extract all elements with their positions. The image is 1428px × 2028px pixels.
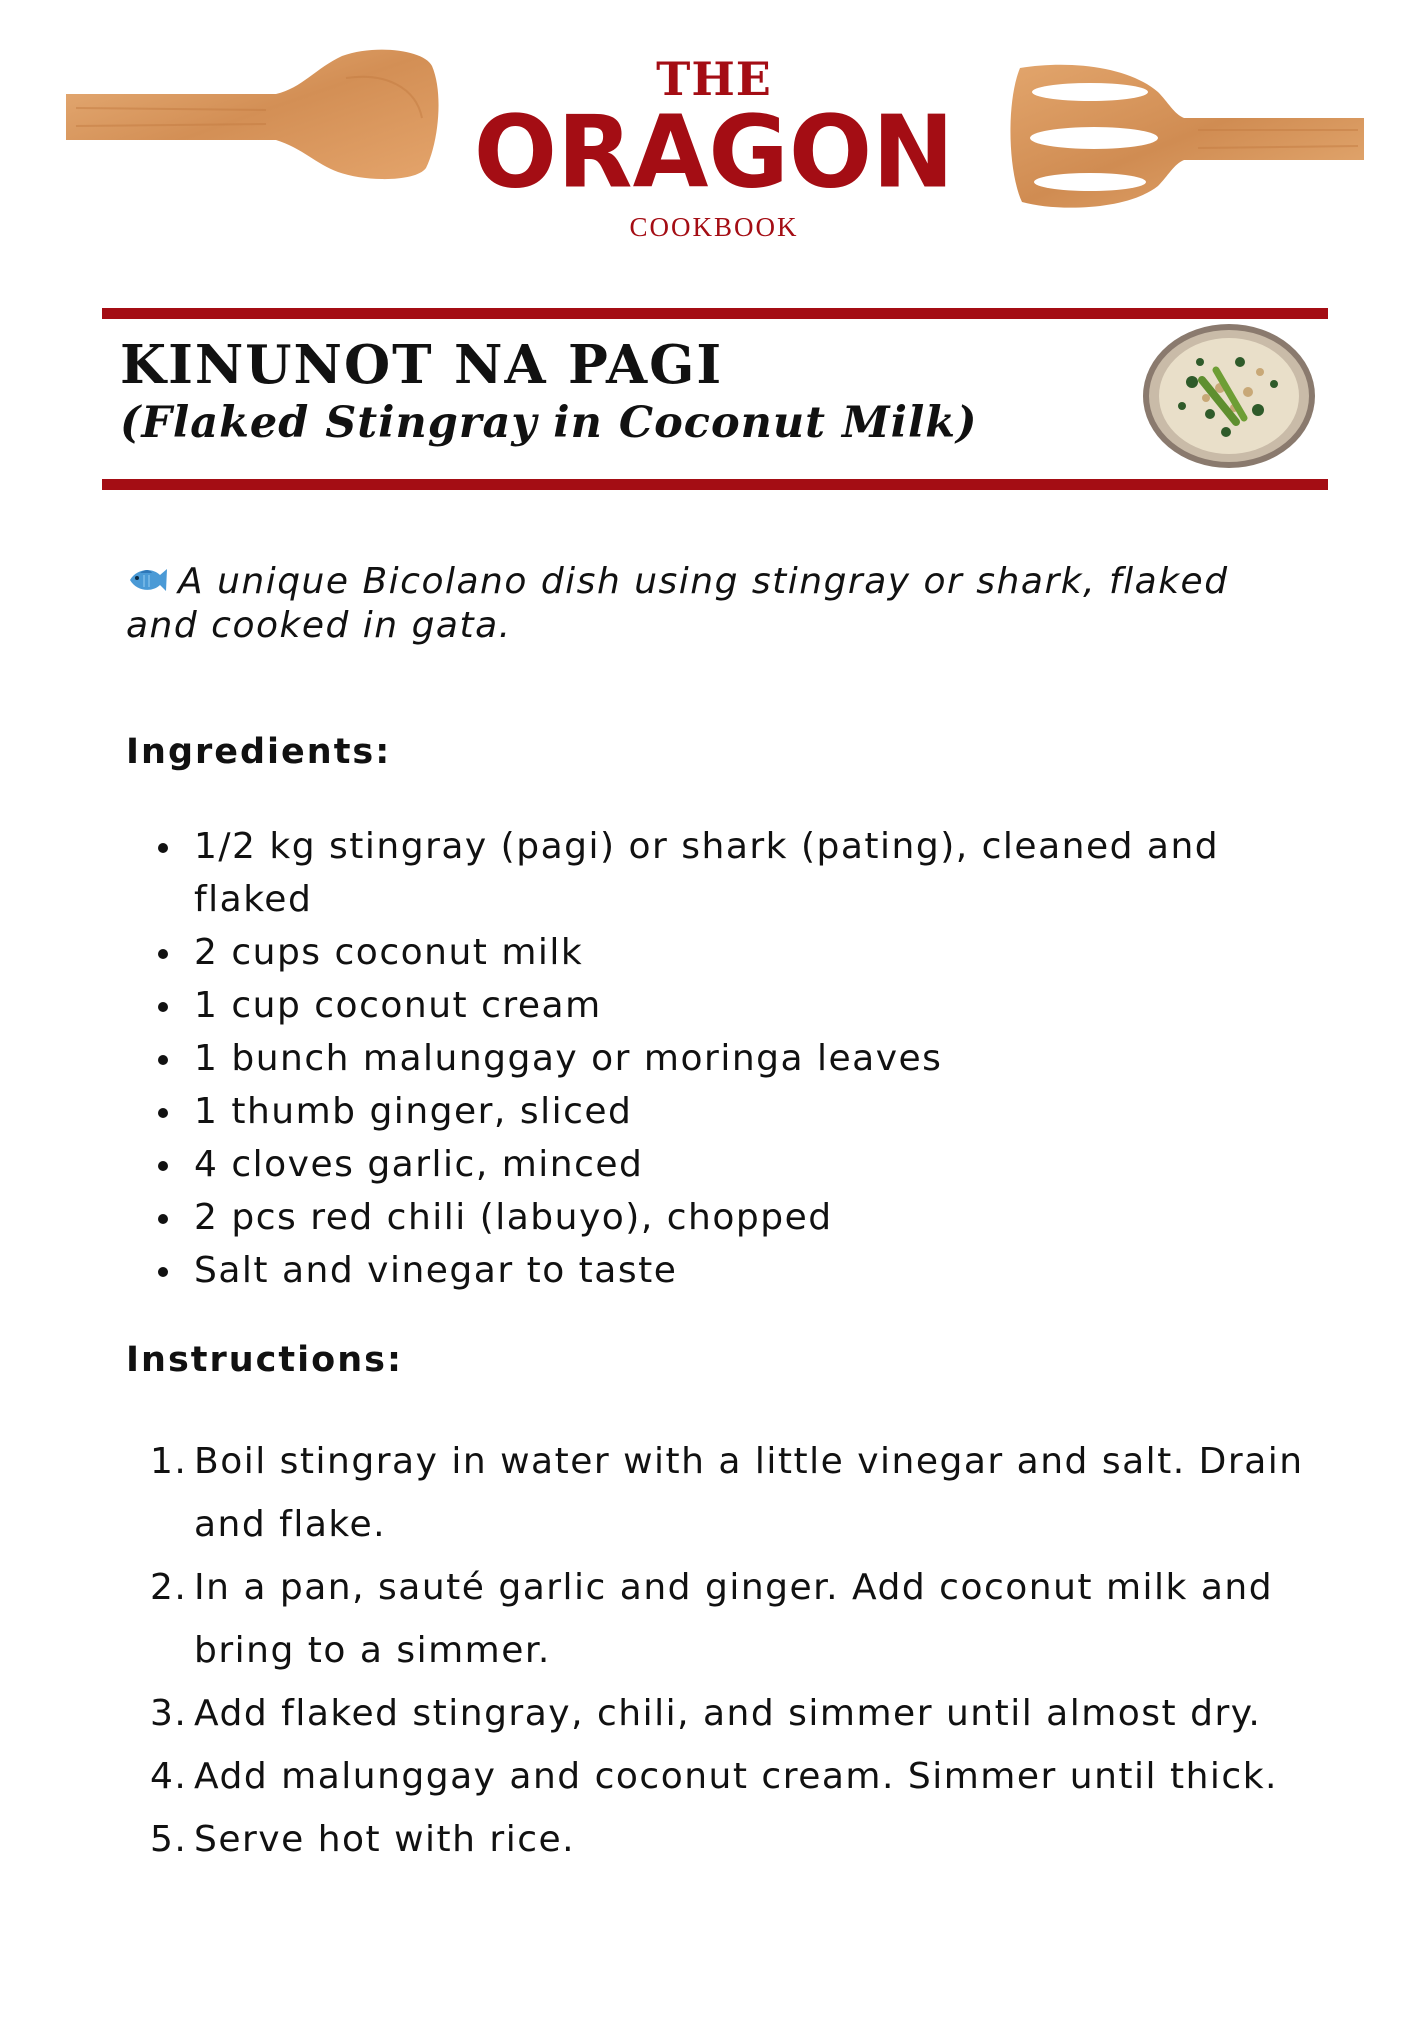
fish-icon <box>126 565 168 595</box>
recipe-intro <box>126 560 1306 648</box>
step-number: 4. <box>150 1756 188 1797</box>
ingredient-text: 1 cup coconut cream <box>194 985 602 1026</box>
title-rule-bottom <box>102 479 1328 490</box>
title-rule-top <box>102 308 1328 319</box>
step-number: 3. <box>150 1693 188 1734</box>
list-item <box>126 1191 1276 1244</box>
bullet <box>158 1002 168 1012</box>
recipe-subtitle: (Flaked Stingray in Coconut Milk) <box>120 398 978 448</box>
list-item <box>126 1556 1326 1682</box>
bullet <box>158 1161 168 1171</box>
logo-cookbook: COOKBOOK <box>629 212 799 242</box>
step-number: 1. <box>150 1441 188 1482</box>
step-text: Boil stingray in water with a little vinegar and salt. Drain and flake. <box>194 1441 1304 1545</box>
step-number: 2. <box>150 1567 188 1608</box>
bullet <box>158 949 168 959</box>
ingredient-text: 1/2 kg stingray (pagi) or shark (pating), cleaned and flaked <box>194 826 1220 920</box>
step-text: Add malunggay and coconut cream. Simmer until thick. <box>194 1756 1278 1797</box>
ingredient-text: Salt and vinegar to taste <box>194 1250 678 1291</box>
instructions-heading: Instructions: <box>126 1340 403 1380</box>
intro-text: A unique Bicolano dish using stingray or shark, flaked and cooked in gata. <box>126 561 1229 646</box>
ingredient-text: 1 thumb ginger, sliced <box>194 1091 633 1132</box>
ingredient-text: 2 cups coconut milk <box>194 932 584 973</box>
list-item <box>126 1682 1326 1745</box>
ingredient-text: 1 bunch malunggay or moringa leaves <box>194 1038 943 1079</box>
list-item <box>126 1808 1326 1871</box>
list-item <box>126 926 1276 979</box>
bullet <box>158 1055 168 1065</box>
step-number: 5. <box>150 1819 188 1860</box>
dish-photo <box>1140 322 1318 470</box>
step-text: Add flaked stingray, chili, and simmer until almost dry. <box>194 1693 1262 1734</box>
ingredients-heading: Ingredients: <box>126 732 392 772</box>
list-item <box>126 1138 1276 1191</box>
list-item <box>126 1244 1276 1297</box>
list-item <box>126 1745 1326 1808</box>
instructions-list <box>126 1430 1326 1871</box>
ingredients-list <box>126 820 1276 1297</box>
logo-the: THE <box>656 52 772 106</box>
ingredient-text: 2 pcs red chili (labuyo), chopped <box>194 1197 833 1238</box>
ingredient-text: 4 cloves garlic, minced <box>194 1144 644 1185</box>
step-text: In a pan, sauté garlic and ginger. Add coconut milk and bring to a simmer. <box>194 1567 1274 1671</box>
bullet <box>158 843 168 853</box>
list-item <box>126 820 1276 926</box>
bullet <box>158 1267 168 1277</box>
list-item <box>126 1430 1326 1556</box>
list-item <box>126 1032 1276 1085</box>
recipe-title: KINUNOT NA PAGI <box>120 334 724 396</box>
step-text: Serve hot with rice. <box>194 1819 576 1860</box>
logo-oragon: ORAGON <box>473 94 955 212</box>
bullet <box>158 1214 168 1224</box>
bullet <box>158 1108 168 1118</box>
list-item <box>126 1085 1276 1138</box>
list-item <box>126 979 1276 1032</box>
